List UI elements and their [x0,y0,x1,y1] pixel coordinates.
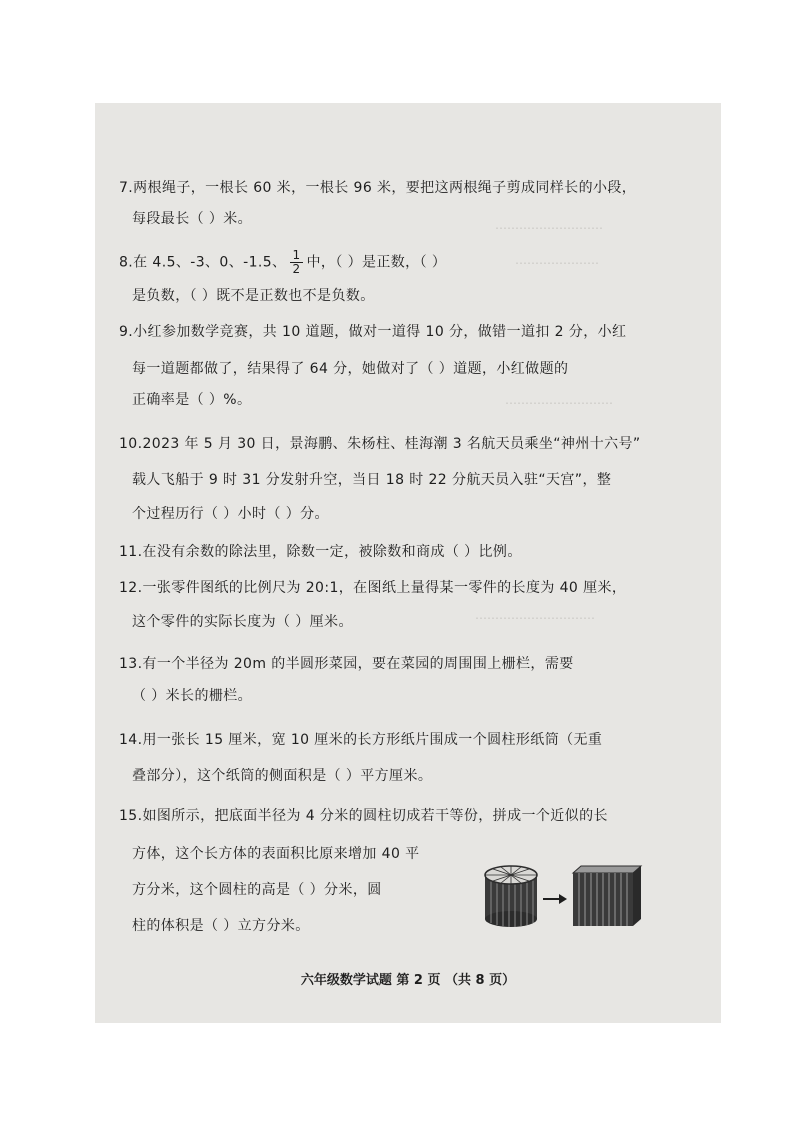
question-9-line-3: 正确率是（ ）%。 [132,392,252,408]
fraction-one-half [290,249,302,276]
cylinder-icon [485,866,537,927]
cuboid-icon [573,866,641,926]
question-9-line-2: 每一道题都做了，结果得了 64 分，她做对了（ ）道题，小红做题的 [132,361,569,377]
exam-page [95,103,721,1023]
question-7-line-2: 每段最长（ ）米。 [132,211,253,227]
question-15-line-1: 15.如图所示，把底面半径为 4 分米的圆柱切成若干等份，拼成一个近似的长 [119,808,608,824]
bleed-through: ………………… [515,253,599,267]
question-12-line-2: 这个零件的实际长度为（ ）厘米。 [132,614,353,630]
question-8-prefix: 8.在 4.5、-3、0、-1.5、 [119,254,287,271]
question-13-line-2: （ ）米长的栅栏。 [132,688,253,704]
question-11-line-1: 11.在没有余数的除法里，除数一定，被除数和商成（ ）比例。 [119,544,522,560]
fraction-denominator: 2 [292,262,301,276]
question-9-line-1: 9.小红参加数学竞赛，共 10 道题，做对一道得 10 分，做错一道扣 2 分，小红 [119,324,627,340]
page-footer: 六年级数学试题 第 2 页 （共 8 页） [300,973,516,988]
cylinder-to-cuboid-figure [481,863,681,939]
question-15-line-2: 方体，这个长方体的表面积比原来增加 40 平 [132,846,420,862]
bleed-through: ……………………… [495,218,603,232]
question-8-line-2: 是负数，（ ）既不是正数也不是负数。 [132,288,375,304]
bleed-through: ………………………… [475,608,595,622]
question-8-line-1 [119,249,446,276]
question-14-line-1: 14.用一张长 15 厘米，宽 10 厘米的长方形纸片围成一个圆柱形纸筒（无重 [119,732,603,748]
question-10-line-1: 10.2023 年 5 月 30 日，景海鹏、朱杨柱、桂海潮 3 名航天员乘坐“神州十六号” [119,436,641,452]
question-8-suffix: 中，（ ）是正数，（ ） [306,254,447,271]
arrow-right-icon [543,894,567,904]
bleed-through: ……………………… [505,393,613,407]
question-14-line-2: 叠部分），这个纸筒的侧面积是（ ）平方厘米。 [132,768,433,784]
question-15-line-4: 柱的体积是（ ）立方分米。 [132,918,310,934]
question-15-line-3: 方分米，这个圆柱的高是（ ）分米，圆 [132,882,382,898]
question-10-line-3: 个过程历行（ ）小时（ ）分。 [132,506,329,522]
question-7-line-1: 7.两根绳子，一根长 60 米，一根长 96 米，要把这两根绳子剪成同样长的小段， [119,180,637,196]
fraction-numerator: 1 [292,248,301,262]
question-10-line-2: 载人飞船于 9 时 31 分发射升空，当日 18 时 22 分航天员入驻“天宫”，整 [132,472,612,488]
question-13-line-1: 13.有一个半径为 20m 的半圆形菜园，要在菜园的周围围上栅栏，需要 [119,656,574,672]
question-12-line-1: 12.一张零件图纸的比例尺为 20:1，在图纸上量得某一零件的长度为 40 厘米， [119,580,627,596]
